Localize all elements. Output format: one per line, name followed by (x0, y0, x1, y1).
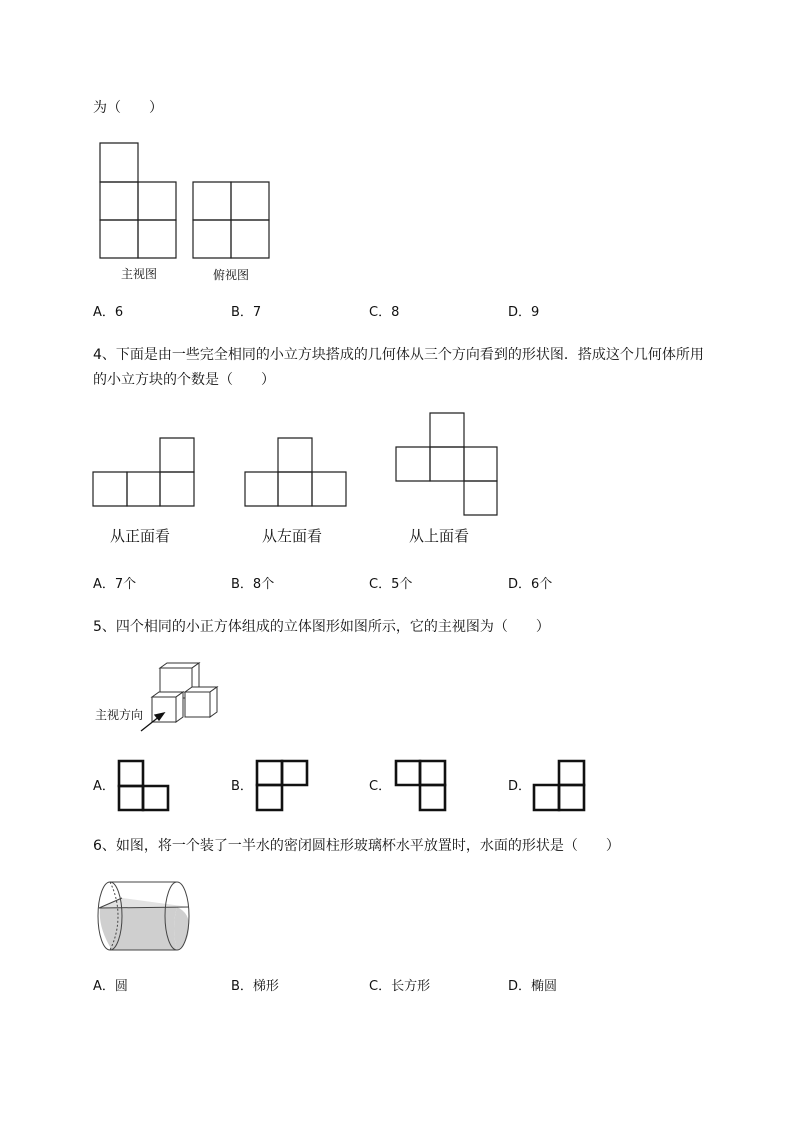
q3-top-view-label: 俯视图 (213, 268, 250, 282)
q4-stem-line1: 4、下面是由一些完全相同的小立方块搭成的几何体从三个方向看到的形状图．搭成这个几何体所用 (93, 347, 704, 363)
q5-option-d-figure[interactable] (533, 760, 587, 814)
q3-front-view-figure (98, 142, 180, 262)
q4-top-view-label: 从上面看 (409, 527, 470, 545)
q4-option-c[interactable]: C．5个 (369, 577, 413, 592)
q4-option-b[interactable]: B．8个 (231, 577, 275, 592)
q5-stem: 5、四个相同的小正方体组成的立体图形如图所示，它的主视图为（ ） (93, 619, 550, 635)
q5-option-b-figure[interactable] (256, 760, 310, 814)
q3-top-view-figure (192, 182, 274, 262)
q4-left-view-label: 从左面看 (262, 527, 323, 545)
q5-option-d[interactable]: D． (508, 779, 532, 794)
q5-option-a-figure[interactable] (118, 760, 172, 814)
q5-option-b[interactable]: B． (231, 779, 253, 794)
q3-option-a[interactable]: A．6 (93, 305, 124, 320)
q6-cylinder-figure (94, 878, 200, 958)
q6-option-c[interactable]: C．长方形 (369, 979, 431, 994)
q6-option-d[interactable]: D．椭圆 (508, 979, 558, 994)
q3-option-d[interactable]: D．9 (508, 305, 540, 320)
q4-option-d[interactable]: D．6个 (508, 577, 553, 592)
q5-direction-label: 主视方向 (95, 708, 144, 722)
q3-stem-tail: 为（ ） (93, 100, 163, 116)
q6-option-b[interactable]: B．梯形 (231, 979, 279, 994)
q4-front-view-label: 从正面看 (110, 527, 171, 545)
q6-option-a[interactable]: A．圆 (93, 979, 128, 994)
q5-option-c[interactable]: C． (369, 779, 392, 794)
q3-front-view-label: 主视图 (121, 267, 158, 281)
q4-stem-line2: 的小立方块的个数是（ ） (93, 372, 275, 388)
q4-option-a[interactable]: A．7个 (93, 577, 137, 592)
q4-left-view-figure (244, 437, 350, 509)
q5-cube-solid-figure (90, 660, 220, 735)
q5-option-a[interactable]: A． (93, 779, 115, 794)
q3-option-b[interactable]: B．7 (231, 305, 262, 320)
q3-option-c[interactable]: C．8 (369, 305, 400, 320)
q6-stem: 6、如图，将一个装了一半水的密闭圆柱形玻璃杯水平放置时，水面的形状是（ ） (93, 838, 620, 854)
q5-option-c-figure[interactable] (395, 760, 449, 814)
q4-top-view-figure (395, 412, 501, 518)
q4-front-view-figure (92, 437, 198, 509)
